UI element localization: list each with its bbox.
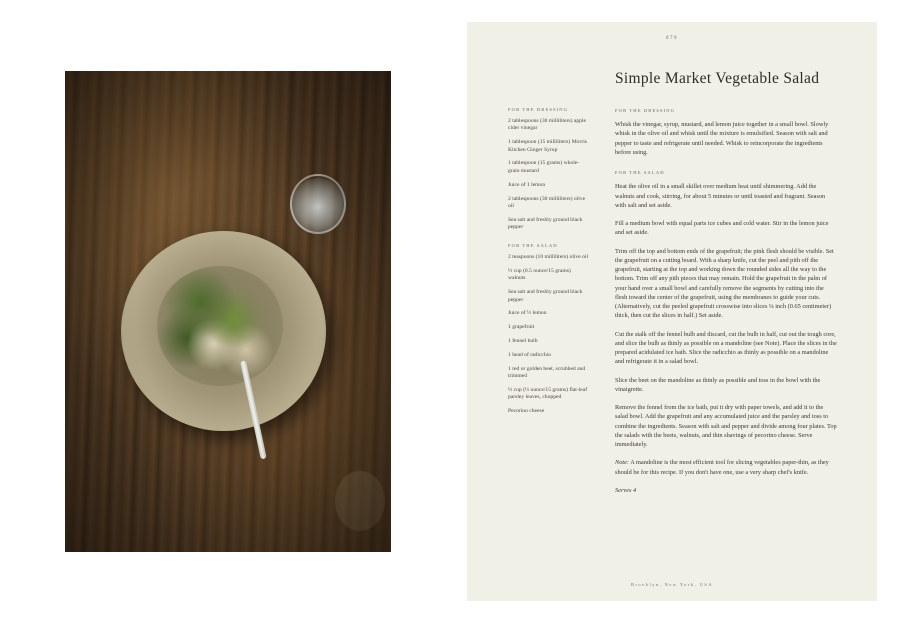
salad-method-heading: FOR THE SALAD bbox=[615, 170, 665, 176]
serves: Serves 4 bbox=[615, 487, 637, 494]
ingredient: 1 head of radicchio bbox=[508, 351, 552, 358]
ingredient: Sea salt and freshly ground black pepper bbox=[508, 289, 583, 303]
ingredient: 2 tablespoons (30 milliliters) apple cider vinegar bbox=[508, 117, 586, 132]
note-text: A mandoline is the most efficient tool for slicing vegetables paper-thin, as they should be for this recipe. If you don't have one, use a very sharp chef's knife. bbox=[615, 459, 829, 476]
dressing-method-heading: FOR THE DRESSING bbox=[615, 108, 676, 113]
method-paragraph: Trim off the top and bottom ends of the grapefruit; the pink flesh should be visible. Set the grapefruit on a cutting board. With a sharp knife, cut the peel and pith off the grapefruit, starting at the top and working down the rounded sides all the way to the bottom. Trim off any pith pieces that may remain. Hold the grapefruit in the palm of your hand over a small bowl and carefully remove the segments by cutting into the flesh toward the center of the grapefruit, using the membranes to guide your cuts. (Alternatively, cut the peeled grapefruit crosswise into slices ¼ inch (0.65 centimeter) thick, then cut the slices in half.) Set aside. bbox=[615, 247, 834, 320]
ingredient: 2 teaspoons (10 milliliters) olive oil bbox=[508, 253, 589, 260]
method-paragraph: Slice the beet on the mandoline as thinly as possible and toss in the bowl with the vinaigrette. bbox=[615, 376, 821, 393]
dressing-ingredients-heading: FOR THE DRESSING bbox=[508, 107, 569, 112]
ingredient: 1 grapefruit bbox=[508, 324, 535, 331]
method-paragraph: Whisk the vinegar, syrup, mustard, and lemon juice together in a small bowl. Slowly whisk in the olive oil and whisk until the mixture is emulsified. Season with salt and pepper to taste and refrigerate until needed. Whisk to reincorporate the ingredients before using. bbox=[615, 121, 829, 156]
method-paragraph: Fill a medium bowl with equal parts ice cubes and cold water. Stir in the lemon juice and set aside. bbox=[615, 220, 829, 237]
photo-vignette bbox=[65, 71, 391, 552]
recipe-page bbox=[467, 22, 877, 601]
method-paragraph: Heat the olive oil in a small skillet over medium heat until shimmering. Add the walnuts and cook, stirring, for about 5 minutes or until toasted and fragrant. Season with salt and set aside. bbox=[615, 183, 826, 209]
page-number: 079 bbox=[666, 36, 678, 41]
method-paragraph: Cut the stalk off the fennel bulb and discard, cut the bulb in half, cut out the tough core, and slice the bulb as thinly as possible on a mandoline (see Note). Place the slices in the prepared acidulated ice bath. Slice the radicchio as thinly as possible on a mandoline and refrigerate it in a salad bowl. bbox=[615, 330, 837, 366]
method-paragraph: Remove the fennel from the ice bath, put it dry with paper towels, and add it to the salad bowl. Add the grapefruit and any accumulated juice and the parsley and toss to combine the ingredients. Season with salt and pepper and divide among four plates. Top the salads with the beets, walnuts, and thin shavings of pecorino cheese. Serve immediately. bbox=[615, 404, 837, 449]
note-label: Note: bbox=[615, 459, 629, 467]
ingredient: ½ cup (½ ounce/15 grams) flat-leaf parsley leaves, chopped bbox=[508, 386, 588, 401]
ingredient: 1 fennel bulb bbox=[508, 337, 538, 344]
ingredient: 2 tablespoons (30 milliliters) olive oil bbox=[508, 195, 586, 210]
ingredient: 1 red or golden beet, scrubbed and trimmed bbox=[508, 365, 586, 380]
ingredient: Juice of 1 lemon bbox=[508, 181, 546, 188]
ingredient: 1 tablespoon (15 milliliters) Morris Kitchen Ginger Syrup bbox=[508, 138, 587, 153]
ingredient: Pecorino cheese bbox=[508, 408, 545, 415]
ingredients-column bbox=[508, 106, 588, 422]
salad-photo bbox=[65, 71, 391, 552]
ingredient: Juice of ½ lemon bbox=[508, 310, 547, 317]
recipe-title: Simple Market Vegetable Salad bbox=[615, 70, 820, 87]
salad-ingredients-heading: FOR THE SALAD bbox=[508, 243, 558, 249]
page-footer: Brooklyn, New York, USA bbox=[631, 582, 713, 587]
method-column bbox=[615, 106, 837, 495]
ingredient: Sea salt and freshly ground black pepper bbox=[508, 216, 583, 231]
recipe-note bbox=[615, 458, 837, 476]
ingredient: ½ cup (0.5 ounce/15 grams) walnuts bbox=[508, 267, 571, 282]
ingredient: 1 tablespoon (15 grams) whole-grain mustard bbox=[508, 160, 580, 174]
